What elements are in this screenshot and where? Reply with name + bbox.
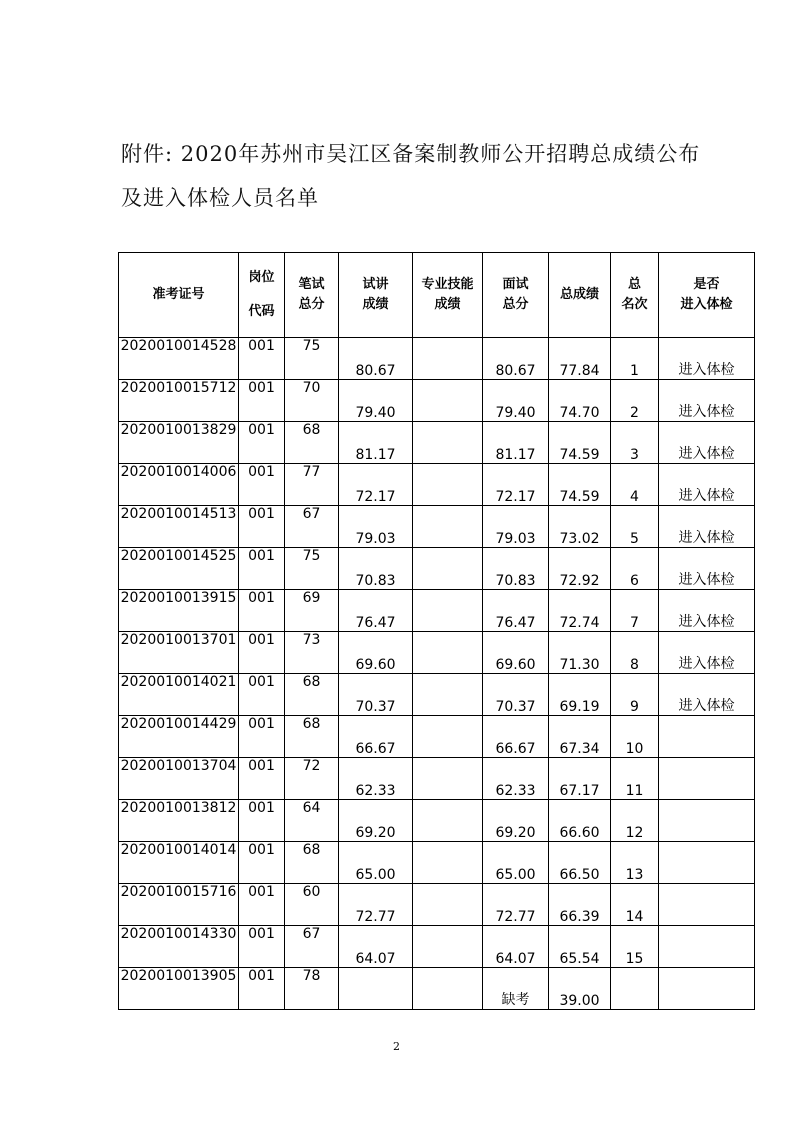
candidate-id-cell: 2020010013829: [119, 422, 239, 464]
rank-cell: 4: [611, 464, 659, 506]
written-score-cell: 77: [285, 464, 339, 506]
post-code-cell: 001: [239, 968, 285, 1010]
post-code-cell: 001: [239, 758, 285, 800]
candidate-id-cell: 2020010015716: [119, 884, 239, 926]
written-score-cell: 69: [285, 590, 339, 632]
lecture-score-cell: 76.47: [339, 590, 413, 632]
rank-cell: 11: [611, 758, 659, 800]
post-code-cell: 001: [239, 926, 285, 968]
rank-cell: 5: [611, 506, 659, 548]
skill-score-cell: [413, 716, 483, 758]
exam-status-cell: 进入体检: [659, 590, 755, 632]
exam-status-cell: [659, 884, 755, 926]
interview-score-cell: 65.00: [483, 842, 549, 884]
post-code-cell: 001: [239, 422, 285, 464]
total-score-cell: 65.54: [549, 926, 611, 968]
total-score-cell: 67.34: [549, 716, 611, 758]
written-score-cell: 75: [285, 338, 339, 380]
interview-score-cell: 64.07: [483, 926, 549, 968]
table-row: [119, 926, 755, 968]
table-row: [119, 590, 755, 632]
table-row: [119, 674, 755, 716]
post-code-cell: 001: [239, 842, 285, 884]
written-score-cell: 68: [285, 716, 339, 758]
header-interview: 面试 总分: [483, 253, 549, 338]
post-code-cell: 001: [239, 884, 285, 926]
candidate-id-cell: 2020010014429: [119, 716, 239, 758]
document-title: [121, 132, 761, 220]
rank-cell: 7: [611, 590, 659, 632]
interview-score-cell: 62.33: [483, 758, 549, 800]
lecture-score-cell: 72.17: [339, 464, 413, 506]
skill-score-cell: [413, 926, 483, 968]
interview-score-cell: 80.67: [483, 338, 549, 380]
post-code-cell: 001: [239, 800, 285, 842]
candidate-id-cell: 2020010013915: [119, 590, 239, 632]
post-code-cell: 001: [239, 632, 285, 674]
header-written: 笔试 总分: [285, 253, 339, 338]
interview-score-cell: 79.40: [483, 380, 549, 422]
rank-cell: 1: [611, 338, 659, 380]
post-code-cell: 001: [239, 590, 285, 632]
rank-cell: 6: [611, 548, 659, 590]
skill-score-cell: [413, 884, 483, 926]
header-post: 岗位 代码: [239, 253, 285, 338]
exam-status-cell: [659, 968, 755, 1010]
exam-status-cell: 进入体检: [659, 422, 755, 464]
title-line-1: 附件: 2020年苏州市吴江区备案制教师公开招聘总成绩公布: [121, 142, 701, 166]
total-score-cell: 66.39: [549, 884, 611, 926]
header-id: 准考证号: [119, 253, 239, 338]
exam-status-cell: 进入体检: [659, 548, 755, 590]
results-table: [118, 252, 755, 1010]
written-score-cell: 70: [285, 380, 339, 422]
table-row: [119, 884, 755, 926]
header-rank: 总 名次: [611, 253, 659, 338]
interview-score-cell: 70.83: [483, 548, 549, 590]
written-score-cell: 68: [285, 842, 339, 884]
rank-cell: 10: [611, 716, 659, 758]
lecture-score-cell: 66.67: [339, 716, 413, 758]
header-skill: 专业技能 成绩: [413, 253, 483, 338]
candidate-id-cell: 2020010014525: [119, 548, 239, 590]
lecture-score-cell: 70.37: [339, 674, 413, 716]
table-row: [119, 842, 755, 884]
interview-score-cell: 69.60: [483, 632, 549, 674]
interview-score-cell: 70.37: [483, 674, 549, 716]
header-row: [119, 253, 755, 338]
interview-score-cell: 69.20: [483, 800, 549, 842]
table-row: [119, 338, 755, 380]
total-score-cell: 39.00: [549, 968, 611, 1010]
skill-score-cell: [413, 674, 483, 716]
title-line-2: 及进入体检人员名单: [121, 186, 319, 210]
lecture-score-cell: 72.77: [339, 884, 413, 926]
skill-score-cell: [413, 632, 483, 674]
candidate-id-cell: 2020010013905: [119, 968, 239, 1010]
post-code-cell: 001: [239, 338, 285, 380]
post-code-cell: 001: [239, 548, 285, 590]
total-score-cell: 74.70: [549, 380, 611, 422]
interview-score-cell: 72.17: [483, 464, 549, 506]
lecture-score-cell: [339, 968, 413, 1010]
post-code-cell: 001: [239, 380, 285, 422]
interview-score-cell: 81.17: [483, 422, 549, 464]
table-row: [119, 716, 755, 758]
header-exam: 是否 进入体检: [659, 253, 755, 338]
exam-status-cell: [659, 842, 755, 884]
exam-status-cell: [659, 758, 755, 800]
interview-score-cell: 79.03: [483, 506, 549, 548]
exam-status-cell: 进入体检: [659, 464, 755, 506]
total-score-cell: 72.92: [549, 548, 611, 590]
total-score-cell: 74.59: [549, 464, 611, 506]
candidate-id-cell: 2020010013812: [119, 800, 239, 842]
skill-score-cell: [413, 968, 483, 1010]
total-score-cell: 73.02: [549, 506, 611, 548]
lecture-score-cell: 70.83: [339, 548, 413, 590]
rank-cell: 14: [611, 884, 659, 926]
written-score-cell: 67: [285, 506, 339, 548]
total-score-cell: 71.30: [549, 632, 611, 674]
skill-score-cell: [413, 590, 483, 632]
skill-score-cell: [413, 464, 483, 506]
rank-cell: 12: [611, 800, 659, 842]
table-row: [119, 758, 755, 800]
written-score-cell: 75: [285, 548, 339, 590]
table-row: [119, 506, 755, 548]
candidate-id-cell: 2020010014006: [119, 464, 239, 506]
interview-score-cell: 72.77: [483, 884, 549, 926]
skill-score-cell: [413, 380, 483, 422]
total-score-cell: 72.74: [549, 590, 611, 632]
post-code-cell: 001: [239, 506, 285, 548]
header-lecture: 试讲 成绩: [339, 253, 413, 338]
candidate-id-cell: 2020010015712: [119, 380, 239, 422]
page-number: 2: [393, 1040, 400, 1053]
lecture-score-cell: 64.07: [339, 926, 413, 968]
rank-cell: 3: [611, 422, 659, 464]
lecture-score-cell: 79.03: [339, 506, 413, 548]
written-score-cell: 60: [285, 884, 339, 926]
rank-cell: 15: [611, 926, 659, 968]
candidate-id-cell: 2020010014021: [119, 674, 239, 716]
skill-score-cell: [413, 506, 483, 548]
skill-score-cell: [413, 800, 483, 842]
written-score-cell: 73: [285, 632, 339, 674]
skill-score-cell: [413, 338, 483, 380]
total-score-cell: 67.17: [549, 758, 611, 800]
table-row: [119, 800, 755, 842]
table-row: [119, 548, 755, 590]
candidate-id-cell: 2020010013701: [119, 632, 239, 674]
total-score-cell: 66.50: [549, 842, 611, 884]
rank-cell: 2: [611, 380, 659, 422]
candidate-id-cell: 2020010013704: [119, 758, 239, 800]
exam-status-cell: [659, 800, 755, 842]
exam-status-cell: 进入体检: [659, 632, 755, 674]
post-code-cell: 001: [239, 674, 285, 716]
lecture-score-cell: 69.20: [339, 800, 413, 842]
written-score-cell: 68: [285, 674, 339, 716]
skill-score-cell: [413, 842, 483, 884]
skill-score-cell: [413, 548, 483, 590]
lecture-score-cell: 65.00: [339, 842, 413, 884]
written-score-cell: 67: [285, 926, 339, 968]
lecture-score-cell: 69.60: [339, 632, 413, 674]
total-score-cell: 77.84: [549, 338, 611, 380]
total-score-cell: 74.59: [549, 422, 611, 464]
total-score-cell: 69.19: [549, 674, 611, 716]
exam-status-cell: 进入体检: [659, 380, 755, 422]
written-score-cell: 68: [285, 422, 339, 464]
written-score-cell: 64: [285, 800, 339, 842]
interview-score-cell: 76.47: [483, 590, 549, 632]
candidate-id-cell: 2020010014330: [119, 926, 239, 968]
post-code-cell: 001: [239, 464, 285, 506]
table-row: [119, 380, 755, 422]
written-score-cell: 78: [285, 968, 339, 1010]
lecture-score-cell: 81.17: [339, 422, 413, 464]
rank-cell: 8: [611, 632, 659, 674]
lecture-score-cell: 80.67: [339, 338, 413, 380]
lecture-score-cell: 79.40: [339, 380, 413, 422]
exam-status-cell: 进入体检: [659, 506, 755, 548]
candidate-id-cell: 2020010014513: [119, 506, 239, 548]
skill-score-cell: [413, 758, 483, 800]
header-total: 总成绩: [549, 253, 611, 338]
rank-cell: 9: [611, 674, 659, 716]
interview-score-cell: 缺考: [483, 968, 549, 1010]
total-score-cell: 66.60: [549, 800, 611, 842]
exam-status-cell: 进入体检: [659, 338, 755, 380]
table-row: [119, 464, 755, 506]
table-body: [119, 338, 755, 1010]
rank-cell: 13: [611, 842, 659, 884]
exam-status-cell: 进入体检: [659, 674, 755, 716]
exam-status-cell: [659, 716, 755, 758]
table-row: [119, 968, 755, 1010]
table-row: [119, 632, 755, 674]
lecture-score-cell: 62.33: [339, 758, 413, 800]
interview-score-cell: 66.67: [483, 716, 549, 758]
rank-cell: [611, 968, 659, 1010]
skill-score-cell: [413, 422, 483, 464]
written-score-cell: 72: [285, 758, 339, 800]
table-row: [119, 422, 755, 464]
post-code-cell: 001: [239, 716, 285, 758]
candidate-id-cell: 2020010014528: [119, 338, 239, 380]
candidate-id-cell: 2020010014014: [119, 842, 239, 884]
exam-status-cell: [659, 926, 755, 968]
